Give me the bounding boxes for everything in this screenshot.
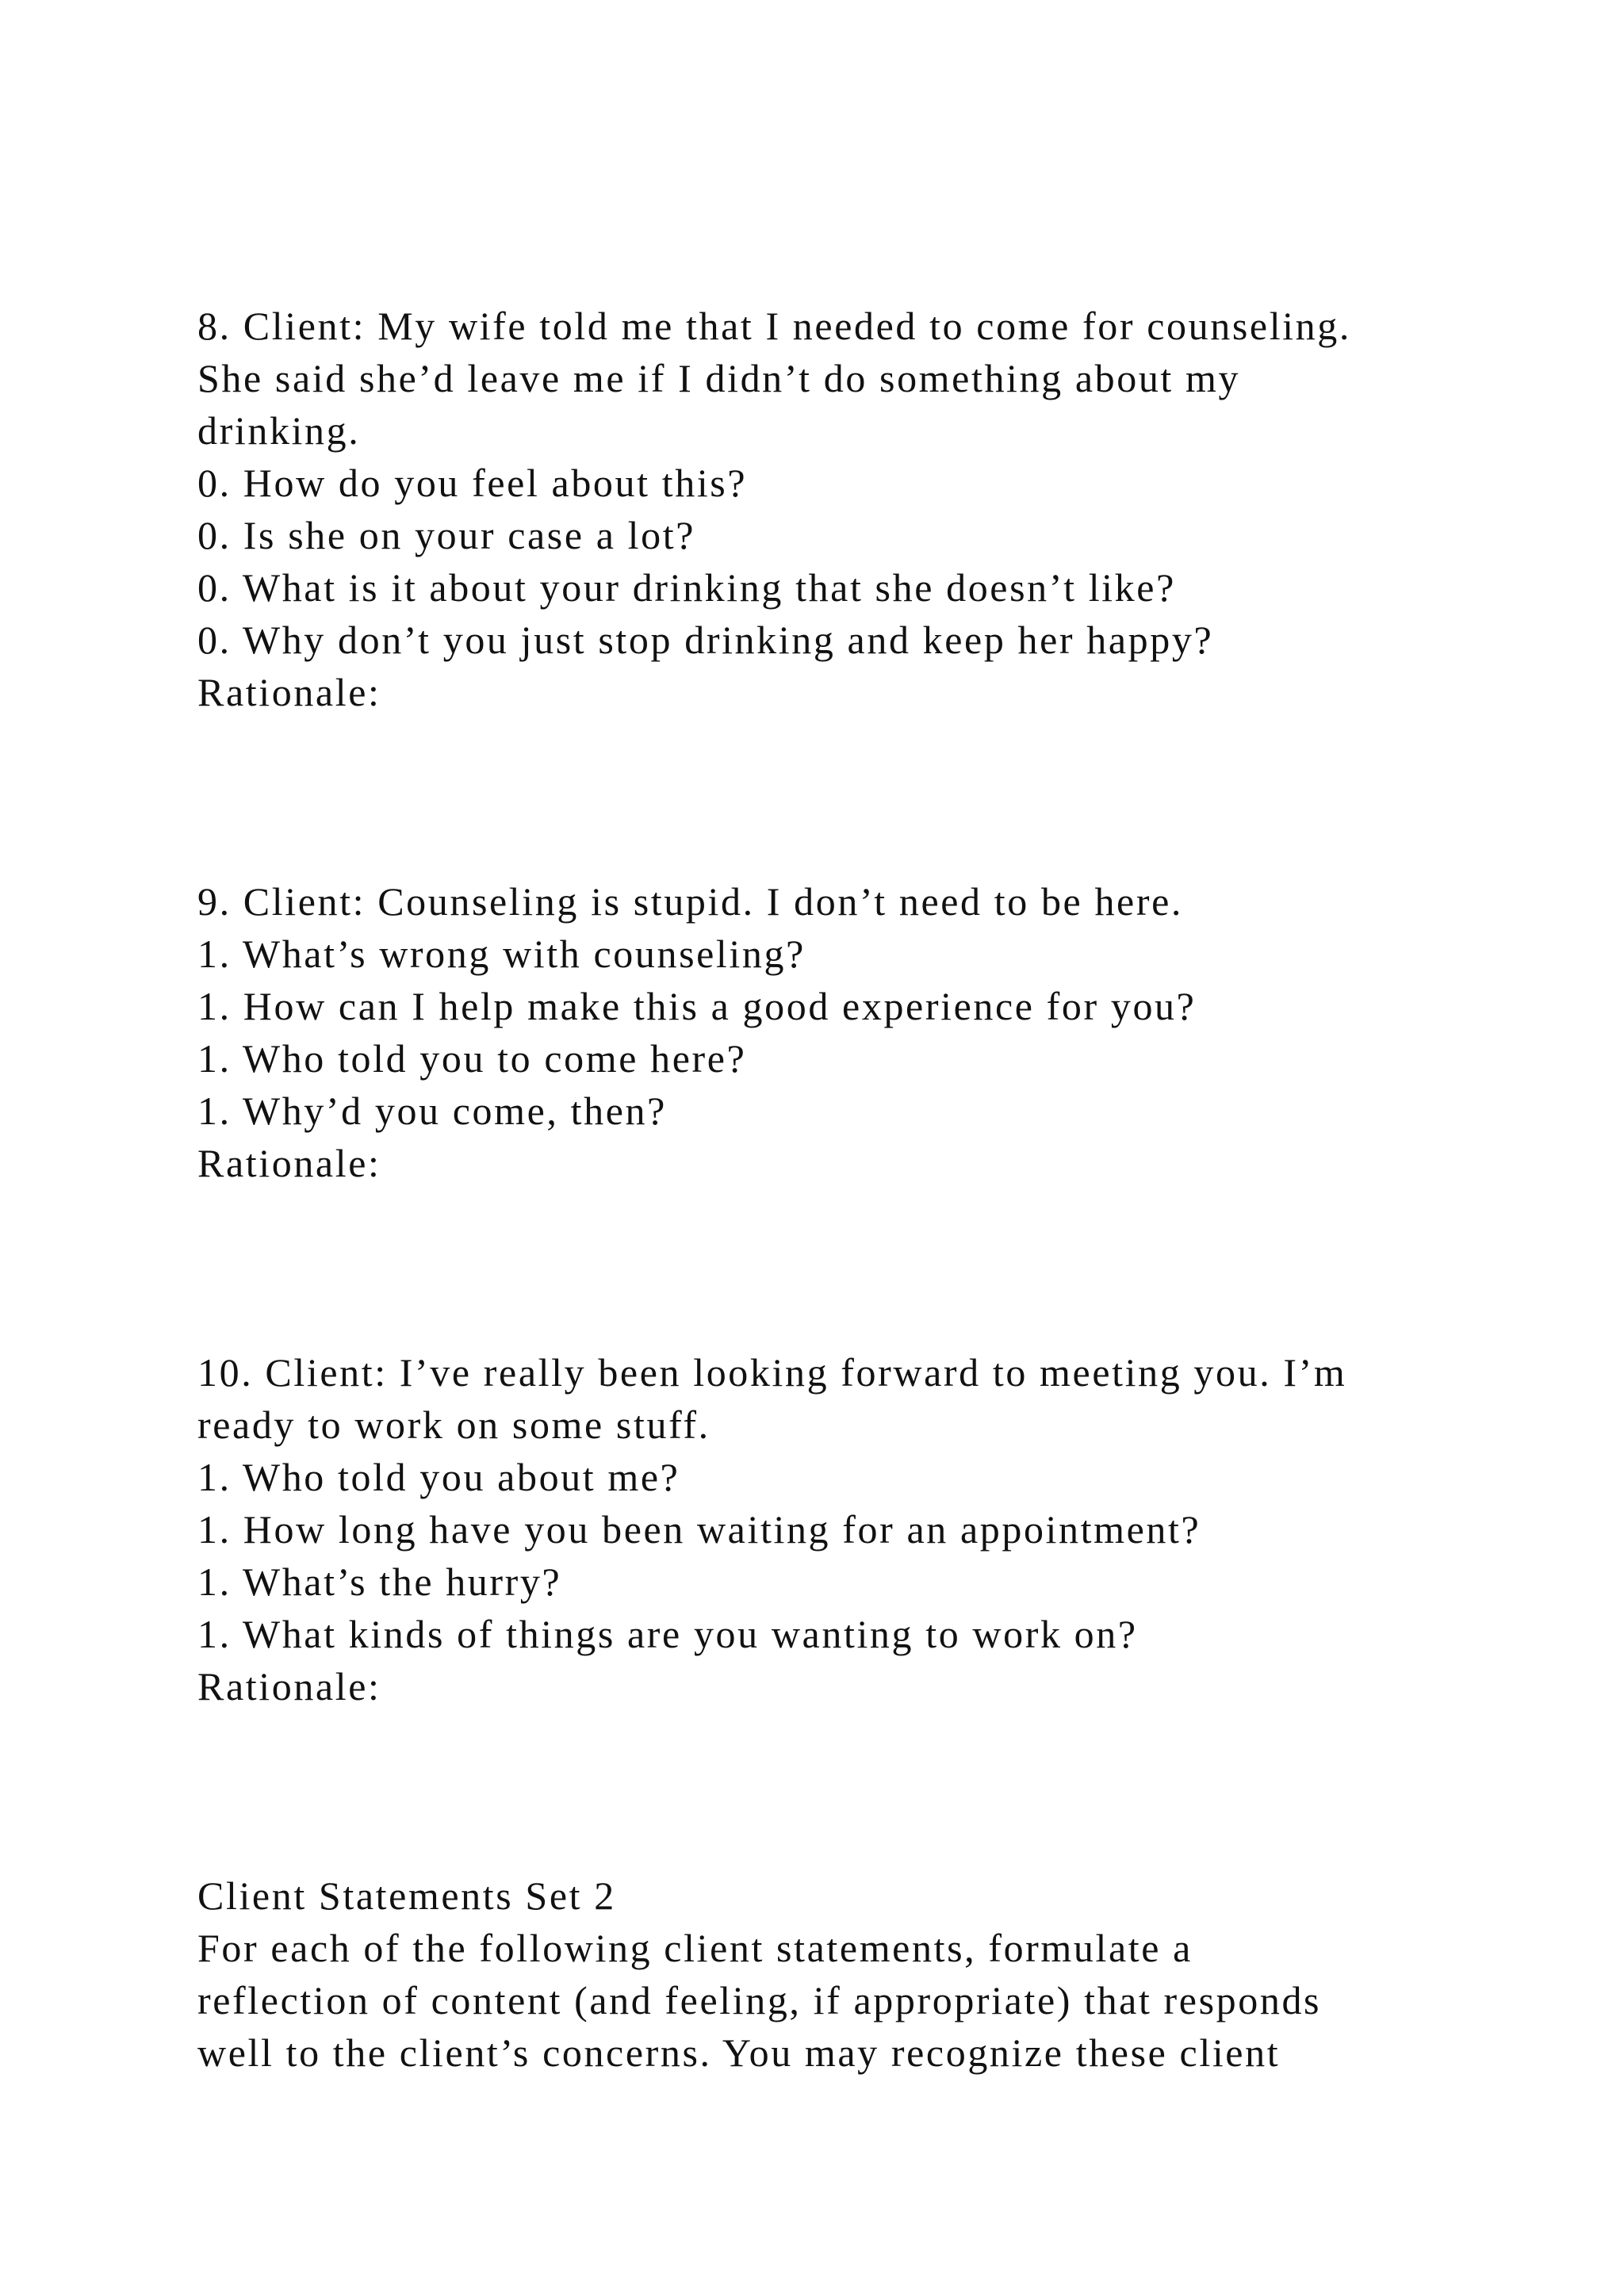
set-2-instructions-line-3: well to the client’s concerns. You may recognize these client (197, 2030, 1281, 2075)
question-9-rationale-label: Rationale: (197, 1141, 381, 1185)
question-8-option-2: 0. Is she on your case a lot? (197, 513, 696, 557)
question-10-option-1: 1. Who told you about me? (197, 1455, 680, 1499)
question-9-option-1: 1. What’s wrong with counseling? (197, 932, 806, 976)
question-9-prompt-line-1: 9. Client: Counseling is stupid. I don’t need to be here. (197, 879, 1183, 924)
question-8-prompt-line-1: 8. Client: My wife told me that I needed to come for counseling. (197, 304, 1351, 348)
question-10-prompt-line-2: ready to work on some stuff. (197, 1402, 710, 1447)
question-8-prompt-line-2: She said she’d leave me if I didn’t do something about my (197, 356, 1241, 400)
question-8-option-1: 0. How do you feel about this? (197, 461, 748, 505)
set-2-instructions-line-2: reflection of content (and feeling, if appropriate) that responds (197, 1978, 1322, 2022)
question-9-option-4: 1. Why’d you come, then? (197, 1089, 667, 1133)
question-10-rationale-label: Rationale: (197, 1664, 381, 1709)
question-8-prompt-line-3: drinking. (197, 408, 361, 453)
question-8-rationale-label: Rationale: (197, 670, 381, 714)
set-2-heading: Client Statements Set 2 (197, 1873, 616, 1918)
question-10-option-4: 1. What kinds of things are you wanting to work on? (197, 1612, 1138, 1656)
question-10-option-3: 1. What’s the hurry? (197, 1559, 562, 1604)
question-8-option-4: 0. Why don’t you just stop drinking and keep her happy? (197, 618, 1214, 662)
question-9-option-3: 1. Who told you to come here? (197, 1036, 747, 1081)
set-2-instructions-line-1: For each of the following client statements, formulate a (197, 1926, 1193, 1970)
question-8-option-3: 0. What is it about your drinking that she doesn’t like? (197, 565, 1176, 610)
question-10-prompt-line-1: 10. Client: I’ve really been looking forward to meeting you. I’m (197, 1350, 1347, 1395)
question-10-option-2: 1. How long have you been waiting for an appointment? (197, 1507, 1201, 1552)
question-9-option-2: 1. How can I help make this a good experience for you? (197, 984, 1197, 1028)
